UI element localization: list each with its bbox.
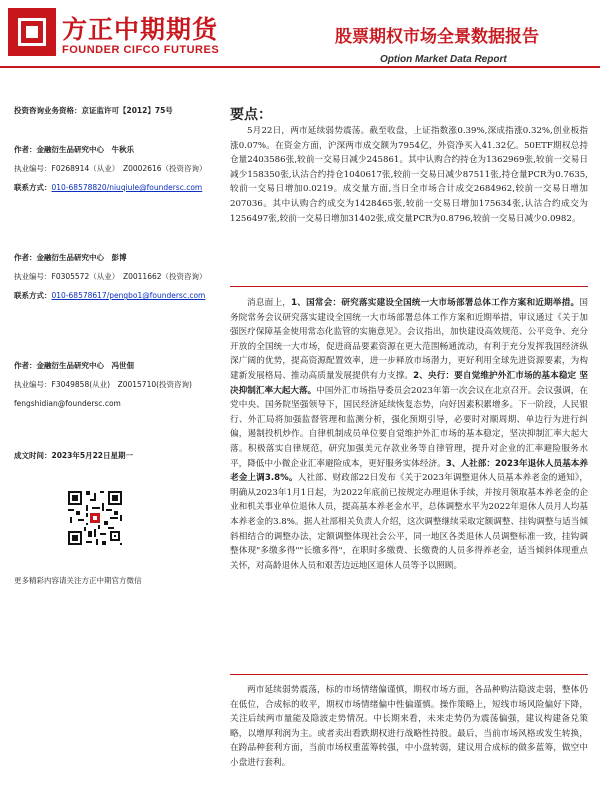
author-sidebar — [14, 104, 224, 462]
section-title: 要点： — [230, 107, 272, 123]
strategy-paragraph: 两市延续弱势震荡，标的市场情绪偏谨慎，期权市场方面，各品种购沽隐波走弱，整体仍在低位，合成标的收平，期权市场情绪偏中性偏谨慎。操作策略上，短线市场风险偏好下降，关注后续两市量能及隐波走势情况。中长期来看，未来走势仍为震荡偏强，建议构建备兑策略，以增厚利润为主。或者卖出看跌期权进行战略性持股。最后，当前市场风格或发生转换，在跨品种套利方面，当前市场权重蓝筹转强，中小盘转弱，建议用合成标的做多蓝筹，做空中小盘进行套利。 — [230, 685, 588, 768]
wechat-qr-code — [66, 489, 124, 547]
logo-text-cn: 方正中期期货 — [62, 15, 219, 44]
divider-1 — [230, 286, 588, 287]
report-title: 股票期权市场全景数据报告 — [335, 27, 539, 47]
market-summary — [230, 124, 588, 226]
report-date: 成文时间：2023年5月22日星期一 — [14, 451, 134, 460]
contact-label: 联系方式： — [14, 291, 52, 300]
author-1-cert: 执业编号：F0268914（从业） Z0002616（投资咨询） — [14, 164, 207, 173]
author-3-cert: 执业编号：F3049858(从业) Z0015710(投资咨询) — [14, 380, 192, 389]
contact-label: 联系方式： — [14, 183, 52, 192]
qualification: 投资咨询业务资格：京证监许可【2012】75号 — [14, 106, 173, 115]
news-section — [230, 296, 588, 573]
author-1: 作者：金融衍生品研究中心 牛秋乐 — [14, 145, 134, 154]
author-3-contact: fengshidian@foundersc.com — [14, 399, 121, 408]
author-3: 作者：金融衍生品研究中心 冯世佃 — [14, 361, 134, 370]
header-rule — [0, 66, 600, 68]
news-paragraph — [230, 296, 588, 573]
news-body-3: 人社部、财政部22日发布《关于2023年调整退休人员基本养老金的通知》，明确从2023年1月1日起，为2022年底前已按规定办理退休手续，并按月领取基本养老金的企业和机关事业单位退休人员，提高基本养老金水平，总体调整水平为2022年退休人员月人均基本养老金的3.8%。据人社部相关负责人介绍，这次调整继续采取定额调整、挂钩调整与适当倾斜相结合的调整办法，定额调整体现社会公平，同一地区各类退休人员调整标准一致，挂钩调整体现"多缴多得""长缴多得"，在职时多缴费、长缴费的人员多得养老金，适当倾斜体现重点关怀，对高龄退休人员和艰苦边远地区退休人员等予以照顾。 — [230, 473, 588, 571]
report-subtitle: Option Market Data Report — [380, 54, 507, 65]
news-headline-1: 1、国常会：研究落实建设全国统一大市场部署总体工作方案和近期举措。 — [291, 298, 580, 308]
news-body-1: 国务院常务会议研究落实建设全国统一大市场部署总体工作方案和近期举措，审议通过《关于加强医疗保障基金使用常态化监管的实施意见》。会议指出，加快建设高效规范、公平竞争、充分开放的全国统一大市场，促进商品要素资源在更大范围畅通流动，有利于充分发挥我国经济纵深广阔的优势，提高资源配置效率，进一步释放市场潜力，更好利用全球先进资源要素，为构建新发展格局、推动高质量发展提供有力支撑。 — [230, 298, 588, 381]
qr-caption: 更多精彩内容请关注方正中期官方微信 — [14, 576, 142, 585]
news-body-2: 中国外汇市场指导委员会2023年第一次会议在北京召开。会议强调，在党中央、国务院坚强领导下，国民经济延续恢复态势，向好因素积累增多。下一阶段，人民银行、外汇局将加强监督管理和监测分析，强化预期引导，必要时对顺周期、单边行为进行纠偏，遏制投机炒作。自律机制成员单位要自觉维护外汇市场的基本稳定，坚决抑制汇率大起大落。积极落实自律规范，研究加强美元存款业务等自律管理，提升对企业的汇率避险服务水平，降低中小微企业汇率避险成本，更好服务实体经济。 — [230, 385, 588, 469]
author-1-contact-link[interactable]: 010-68578820/niuqiule@foundersc.com — [51, 183, 203, 192]
news-intro: 消息面上， — [247, 298, 292, 308]
divider-2 — [230, 674, 588, 675]
author-2-contact-link[interactable]: 010-68578617/pengbo1@foundersc.com — [51, 291, 206, 300]
founder-logo-icon — [8, 8, 56, 56]
page-header — [0, 0, 600, 64]
market-summary-paragraph: 5月22日，两市延续弱势震荡。截至收盘，上证指数涨0.39%,深成指涨0.32%,创业板指涨0.07%。在资金方面，沪深两市成交额为7954亿，外资净买入41.32亿。50ETF期权总持仓量2403586张,较前一交易日减少245861。其中认购合约持仓为1362969张,较前一交易日减少158350张,认沽合约持仓1040617张,较前一交易日减少87511张,持仓量PCR为0.7635,较前一交易日增加0.0219。成交量方面,当日全市场合计成交2684962,较前一交易日增加207036。其中认购合约成交为1428465张,较前一交易日增加175634张,认沽合约成交为1256497张,较前一交易日增加31402张,成交量PCR为0.8796,较前一交易日减少0.0982。 — [230, 126, 588, 224]
author-2: 作者：金融衍生品研究中心 彭博 — [14, 253, 127, 262]
news-headline-2: 2、央行：要自觉维护外汇市场的基本稳定 坚决抑制汇率大起大落。 — [230, 370, 588, 396]
author-2-cert: 执业编号：F0305572（从业） Z0011662（投资咨询） — [14, 272, 207, 281]
news-headline-3: 3、人社部：2023年退休人员基本养老金上调3.8%。 — [230, 458, 588, 484]
strategy-section — [230, 683, 588, 771]
logo-text-en: FOUNDER CIFCO FUTURES — [62, 44, 220, 56]
